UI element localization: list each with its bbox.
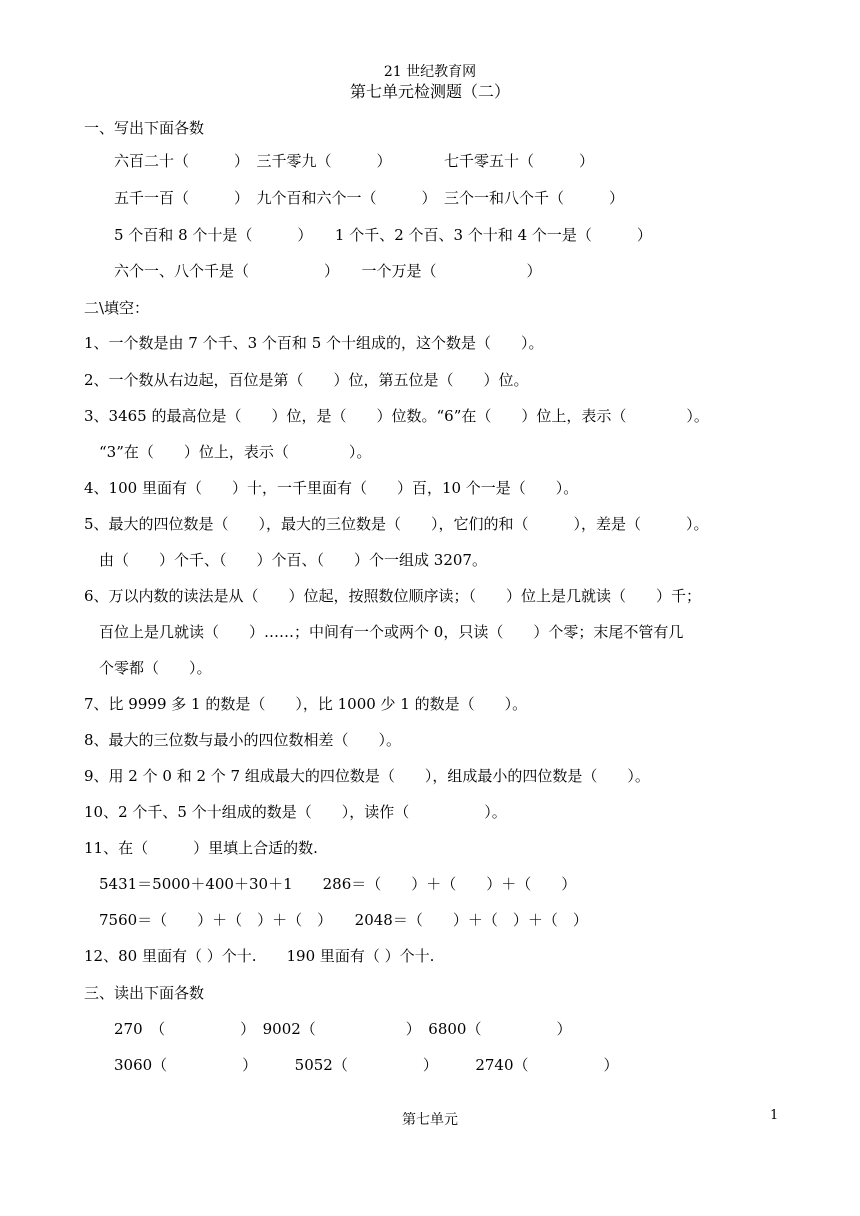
question-9: 9、用 2 个 0 和 2 个 7 组成最大的四位数是（ ），组成最小的四位数是（ ）。 [84, 767, 650, 785]
question-2: 2、一个数从右边起，百位是第（ ）位，第五位是（ ）位。 [84, 371, 529, 389]
question-8: 8、最大的三位数与最小的四位数相差（ ）。 [84, 731, 402, 749]
question-7: 7、比 9999 多 1 的数是（ ），比 1000 少 1 的数是（ ）。 [84, 695, 528, 713]
section-3-heading: 三、读出下面各数 [84, 984, 205, 1002]
question-12: 12、80 里面有（ ）个十. 190 里面有（ ）个十. [84, 947, 435, 965]
section-1-row: 5 个百和 8 个十是（ ） 1 个千、2 个百、3 个十和 4 个一是（ ） [114, 226, 652, 244]
section-3-row: 3060（ ） 5052（ ） 2740（ ） [114, 1056, 619, 1074]
question-11-row: 7560＝（ ）＋（ ）＋（ ） 2048＝（ ）＋（ ）＋（ ） [84, 911, 588, 929]
question-6: 6、万以内数的读法是从（ ）位起，按照数位顺序读；（ ）位上是几就读（ ）千； [84, 587, 702, 605]
site-name: 21 世纪教育网 [383, 64, 477, 80]
question-3-cont: “3”在（ ）位上，表示（ ）。 [84, 443, 372, 461]
question-6-cont: 百位上是几就读（ ）……；中间有一个或两个 0，只读（ ）个零；末尾不管有几 [84, 623, 684, 641]
question-1: 1、一个数是由 7 个千、3 个百和 5 个十组成的，这个数是（ ）。 [84, 334, 544, 352]
section-1-row: 六个一、八个千是（ ） 一个万是（ ） [114, 262, 542, 280]
section-1-row: 六百二十（ ） 三千零九（ ） 七千零五十（ ） [114, 152, 595, 170]
section-1-row: 五千一百（ ） 九个百和六个一（ ） 三个一和八个千（ ） [114, 189, 625, 207]
question-11: 11、在（ ）里填上合适的数. [84, 839, 318, 857]
page-number: 1 [770, 1108, 779, 1123]
question-5-cont: 由（ ）个千、（ ）个百、（ ）个一组成 3207。 [84, 551, 487, 569]
question-11-row: 5431＝5000＋400＋30＋1 286＝（ ）＋（ ）＋（ ） [84, 875, 577, 893]
section-3-row: 270 （ ） 9002（ ） 6800（ ） [114, 1020, 572, 1038]
section-2-heading: 二\填空： [84, 299, 150, 317]
page-title: 第七单元检测题（二） [349, 82, 510, 101]
section-1-heading: 一、写出下面各数 [84, 119, 205, 137]
question-5: 5、最大的四位数是（ ），最大的三位数是（ ），它们的和（ ），差是（ ）。 [84, 515, 709, 533]
footer-label: 第七单元 [402, 1112, 458, 1128]
question-3: 3、3465 的最高位是（ ）位，是（ ）位数。“6”在（ ）位上，表示（ ）。 [84, 407, 709, 425]
question-6-cont: 个零都（ ）。 [84, 659, 212, 677]
question-4: 4、100 里面有（ ）十，一千里面有（ ）百，10 个一是（ ）。 [84, 479, 579, 497]
question-10: 10、2 个千、5 个十组成的数是（ ），读作（ ）。 [84, 803, 507, 821]
